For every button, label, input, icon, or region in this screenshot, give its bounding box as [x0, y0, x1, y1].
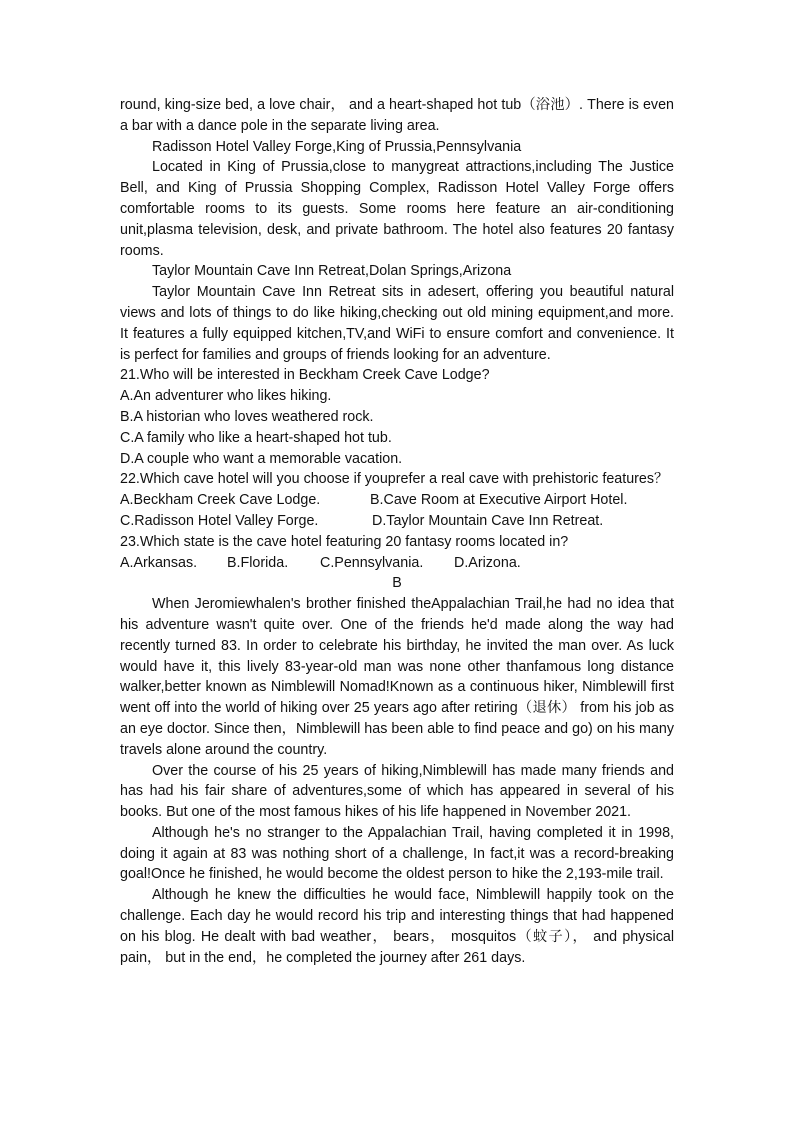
- question-stem: 21.Who will be interested in Beckham Creek Cave Lodge?: [120, 367, 490, 384]
- hotel-title: Radisson Hotel Valley Forge,King of Prussia,Pennsylvania: [152, 138, 522, 155]
- question-option: B.Florida.: [227, 554, 289, 571]
- passage-paragraph: When Jeromiewhalen's brother finished theAppalachian Trail,he had no idea that his adventure wasn't quite over. One of the friends he'd made along the way had recently turned 83. In order to celebrate his birthday, he invited the man over. As luck would have it, this lively 83-year-old man was none other thanfamous long distance walker,better known as Nimblewill Nomad!Known as a continuous hiker, Nimblewill first went off into the world of hiking over 25 years ago after retiring（退休） from his job as an eye doctor. Since then，Nimblewill has been able to find peace and go) on his many travels alone around the country.: [120, 596, 674, 758]
- intro-continuation: round, king-size bed, a love chair， and a heart-shaped hot tub（浴池）. There is even a bar with a dance pole in the separate living area.: [120, 97, 674, 134]
- question-option: D.Taylor Mountain Cave Inn Retreat.: [372, 512, 604, 529]
- hotel-description: Located in King of Prussia,close to manygreat attractions,including The Justice Bell, and King of Prussia Shopping Complex, Radisson Hotel Valley Forge offers comfortable rooms to its guests. Some rooms here feature an air-conditioning unit,plasma television, desk, and private bathroom. The hotel also features 20 fantasy rooms.: [120, 159, 674, 259]
- question-option: C.Radisson Hotel Valley Forge.: [120, 512, 319, 529]
- passage-paragraph: Although he knew the difficulties he would face, Nimblewill happily took on the challenge. Each day he would record his trip and interesting things that had happened on his blog. He dealt with bad weather， bears， mosquitos（蚊子）， and physical pain， but in the end，he completed the journey after 261 days.: [120, 887, 674, 966]
- question-stem: 23.Which state is the cave hotel featuring 20 fantasy rooms located in?: [120, 533, 569, 550]
- question-option: B.A historian who loves weathered rock.: [120, 408, 374, 425]
- question-option: A.Beckham Creek Cave Lodge.: [120, 492, 321, 509]
- question-option: B.Cave Room at Executive Airport Hotel.: [370, 492, 628, 509]
- question-options-row: [120, 511, 674, 532]
- question-options-row: [120, 490, 674, 511]
- question-options-row: [120, 553, 674, 574]
- question-option: A.An adventurer who likes hiking.: [120, 388, 332, 405]
- question-stem: 22.Which cave hotel will you choose if youprefer a real cave with prehistoric features？: [120, 471, 669, 488]
- question-option: D.A couple who want a memorable vacation.: [120, 450, 403, 467]
- hotel-title: Taylor Mountain Cave Inn Retreat,Dolan Springs,Arizona: [152, 263, 512, 280]
- document-page: [120, 95, 674, 968]
- question-option: C.A family who like a heart-shaped hot tub.: [120, 429, 392, 446]
- question-option: A.Arkansas.: [120, 554, 198, 571]
- hotel-description: Taylor Mountain Cave Inn Retreat sits in adesert, offering you beautiful natural views and lots of things to do like hiking,checking out old mining equipment,and more. It features a fully equipped kitchen,TV,and WiFi to ensure comfort and convenience. It is perfect for families and groups of friends looking for an adventure.: [120, 284, 674, 363]
- question-option: D.Arizona.: [454, 554, 521, 571]
- section-heading: B: [392, 575, 402, 592]
- question-option: C.Pennsylvania.: [320, 554, 424, 571]
- passage-paragraph: Over the course of his 25 years of hiking,Nimblewill has made many friends and has had his fair share of adventures,some of which has appeared in several of his books. But one of the most famous hikes of his life happened in November 2021.: [120, 762, 674, 821]
- passage-paragraph: Although he's no stranger to the Appalachian Trail, having completed it in 1998, doing it again at 83 was nothing short of a challenge, In fact,it was a record-breaking goal!Once he finished, he would become the oldest person to hike the 2,193-mile trail.: [120, 824, 674, 883]
